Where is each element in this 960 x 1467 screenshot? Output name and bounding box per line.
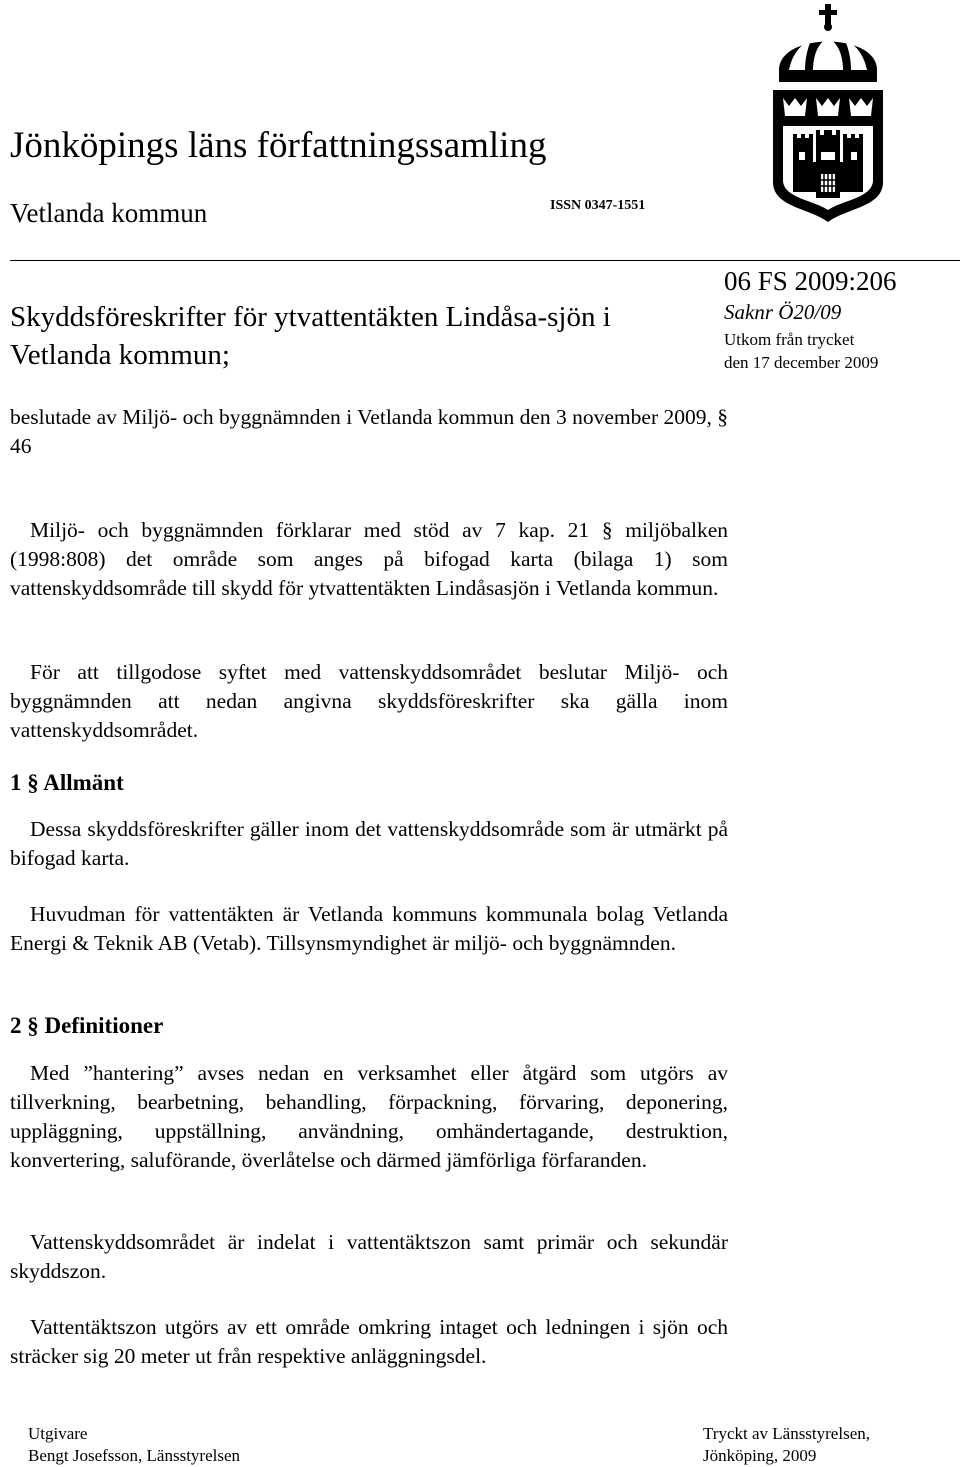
paragraph-scope: Dessa skyddsföreskrifter gäller inom det vattenskyddsområde som är utmärkt på bifogad karta.: [10, 817, 728, 870]
issn-number: ISSN 0347-1551: [550, 198, 646, 213]
municipality-name: Vetlanda kommun: [10, 198, 208, 228]
published-label: Utkom från trycket: [724, 330, 855, 349]
header-rule: [10, 260, 960, 261]
paragraph-intake-zone: Vattentäktszon utgörs av ett område omkring intaget och ledningen i sjön och sträcker sig 20 meter ut från respektive anläggningsdel.: [10, 1315, 728, 1368]
printer-location-year: Jönköping, 2009: [703, 1446, 817, 1465]
paragraph-principal: Huvudman för vattentäkten är Vetlanda kommuns kommunala bolag Vetlanda Energi & Teknik AB (Vetab). Tillsynsmyndighet är miljö- och byggnämnden.: [10, 902, 728, 955]
collection-title: Jönköpings läns författningssamling: [10, 125, 547, 166]
paragraph-zones: Vattenskyddsområdet är indelat i vattentäktszon samt primär och sekundär skyddszon.: [10, 1230, 728, 1283]
fs-number: 06 FS 2009:206: [724, 266, 897, 296]
publisher-name: Bengt Josefsson, Länsstyrelsen: [28, 1446, 241, 1465]
paragraph-declaration: Miljö- och byggnämnden förklarar med stöd av 7 kap. 21 § miljöbalken (1998:808) det område som anges på bifogad karta (bilaga 1) som vattenskyddsområde till skydd för ytvattentäkten Lindåsasjön i Vetlanda kommun.: [10, 518, 728, 600]
section-heading-general: 1 § Allmänt: [10, 770, 124, 795]
printer-name: Tryckt av Länsstyrelsen,: [703, 1424, 870, 1443]
document-title: Skyddsföreskrifter för ytvattentäkten Lindåsa-sjön i Vetlanda kommun;: [10, 301, 611, 371]
decision-statement: beslutade av Miljö- och byggnämnden i Vetlanda kommun den 3 november 2009, § 46: [10, 405, 728, 458]
saknr: Saknr Ö20/09: [724, 300, 842, 324]
coat-of-arms-icon: [769, 2, 887, 224]
paragraph-handling-definition: Med ”hantering” avses nedan en verksamhet eller åtgärd som utgörs av tillverkning, bearbetning, behandling, förpackning, förvaring, deponering, uppläggning, uppställning, användning, omhändertagande, destruktion, konvertering, saluförande, överlåtelse och därmed jämförliga förfaranden.: [10, 1061, 728, 1172]
paragraph-purpose: För att tillgodose syftet med vattenskyddsområdet beslutar Miljö- och byggnämnden att nedan angivna skyddsföreskrifter ska gälla inom vattenskyddsområdet.: [10, 660, 728, 742]
published-date: den 17 december 2009: [724, 353, 879, 372]
section-heading-definitions: 2 § Definitioner: [10, 1013, 164, 1038]
publisher-label: Utgivare: [28, 1424, 88, 1443]
